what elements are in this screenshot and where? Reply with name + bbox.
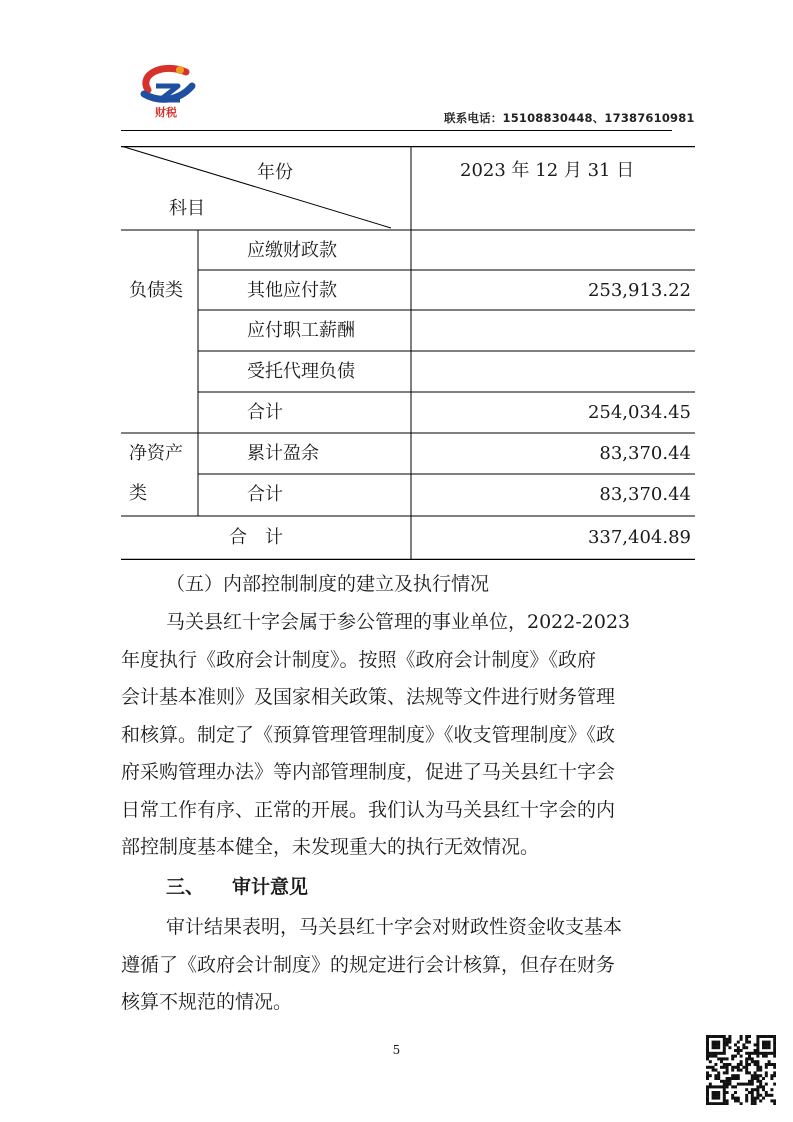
header-divider (121, 130, 672, 131)
paragraph-audit-opinion (121, 909, 675, 1022)
paragraph-line: 和核算。制定了《预算管理管理制度》《收支管理制度》《政 (121, 723, 616, 746)
row-value: 253,913.22 (587, 280, 691, 301)
row-label: 累计盈余 (247, 443, 319, 464)
section-heading-audit-opinion (166, 872, 308, 899)
row-label: 合计 (247, 402, 283, 423)
paragraph-line: 遵循了《政府会计制度》的规定进行会计核算，但存在财务 (121, 953, 616, 976)
section-number: 三、 (166, 876, 205, 898)
header-date: 2023 年 12 月 31 日 (460, 160, 635, 181)
row-label: 应付职工薪酬 (247, 320, 355, 341)
paragraph-line: 马关县红十字会属于参公管理的事业单位，2022-2023 (166, 611, 631, 633)
page-number: 5 (392, 1043, 401, 1057)
paragraph-line: 会计基本准则》及国家相关政策、法规等文件进行财务管理 (121, 686, 616, 708)
group-net-assets-line2: 类 (129, 483, 147, 504)
company-logo (134, 56, 198, 122)
header-subject: 科目 (169, 198, 205, 219)
row-value: 83,370.44 (599, 443, 691, 464)
paragraph-line: 核算不规范的情况。 (121, 991, 293, 1013)
logo-text: 财税 (155, 106, 177, 119)
row-label: 其他应付款 (247, 280, 337, 301)
balance-table (121, 146, 695, 560)
group-net-assets-line1: 净资产 (129, 443, 183, 464)
paragraph-internal-control (121, 604, 675, 867)
row-value: 83,370.44 (599, 484, 691, 505)
contact-phone: 联系电话：15108830448、17387610981 (444, 111, 695, 125)
row-value: 254,034.45 (587, 402, 691, 423)
row-label: 合计 (247, 484, 283, 505)
paragraph-line: 部控制度基本健全，未发现重大的执行无效情况。 (121, 836, 540, 858)
paragraph-line: 府采购管理办法》等内部管理制度，促进了马关县红十字会 (121, 761, 616, 783)
grand-total-value: 337,404.89 (587, 527, 691, 548)
section-title: 审计意见 (232, 876, 309, 898)
paragraph-line: 审计结果表明，马关县红十字会对财政性资金收支基本 (166, 916, 623, 938)
row-label: 受托代理负债 (247, 361, 355, 382)
header-year: 年份 (257, 162, 293, 183)
paragraph-line: 日常工作有序、正常的开展。我们认为马关县红十字会的内 (121, 798, 616, 821)
row-label: 应缴财政款 (247, 240, 337, 261)
paragraph-line: 年度执行《政府会计制度》。按照《政府会计制度》《政府 (121, 648, 597, 671)
section-heading-internal-control: （五）内部控制制度的建立及执行情况 (166, 573, 490, 595)
qr-code-icon (706, 1035, 776, 1105)
grand-total-label: 合 计 (229, 527, 283, 548)
group-liabilities: 负债类 (129, 280, 183, 301)
